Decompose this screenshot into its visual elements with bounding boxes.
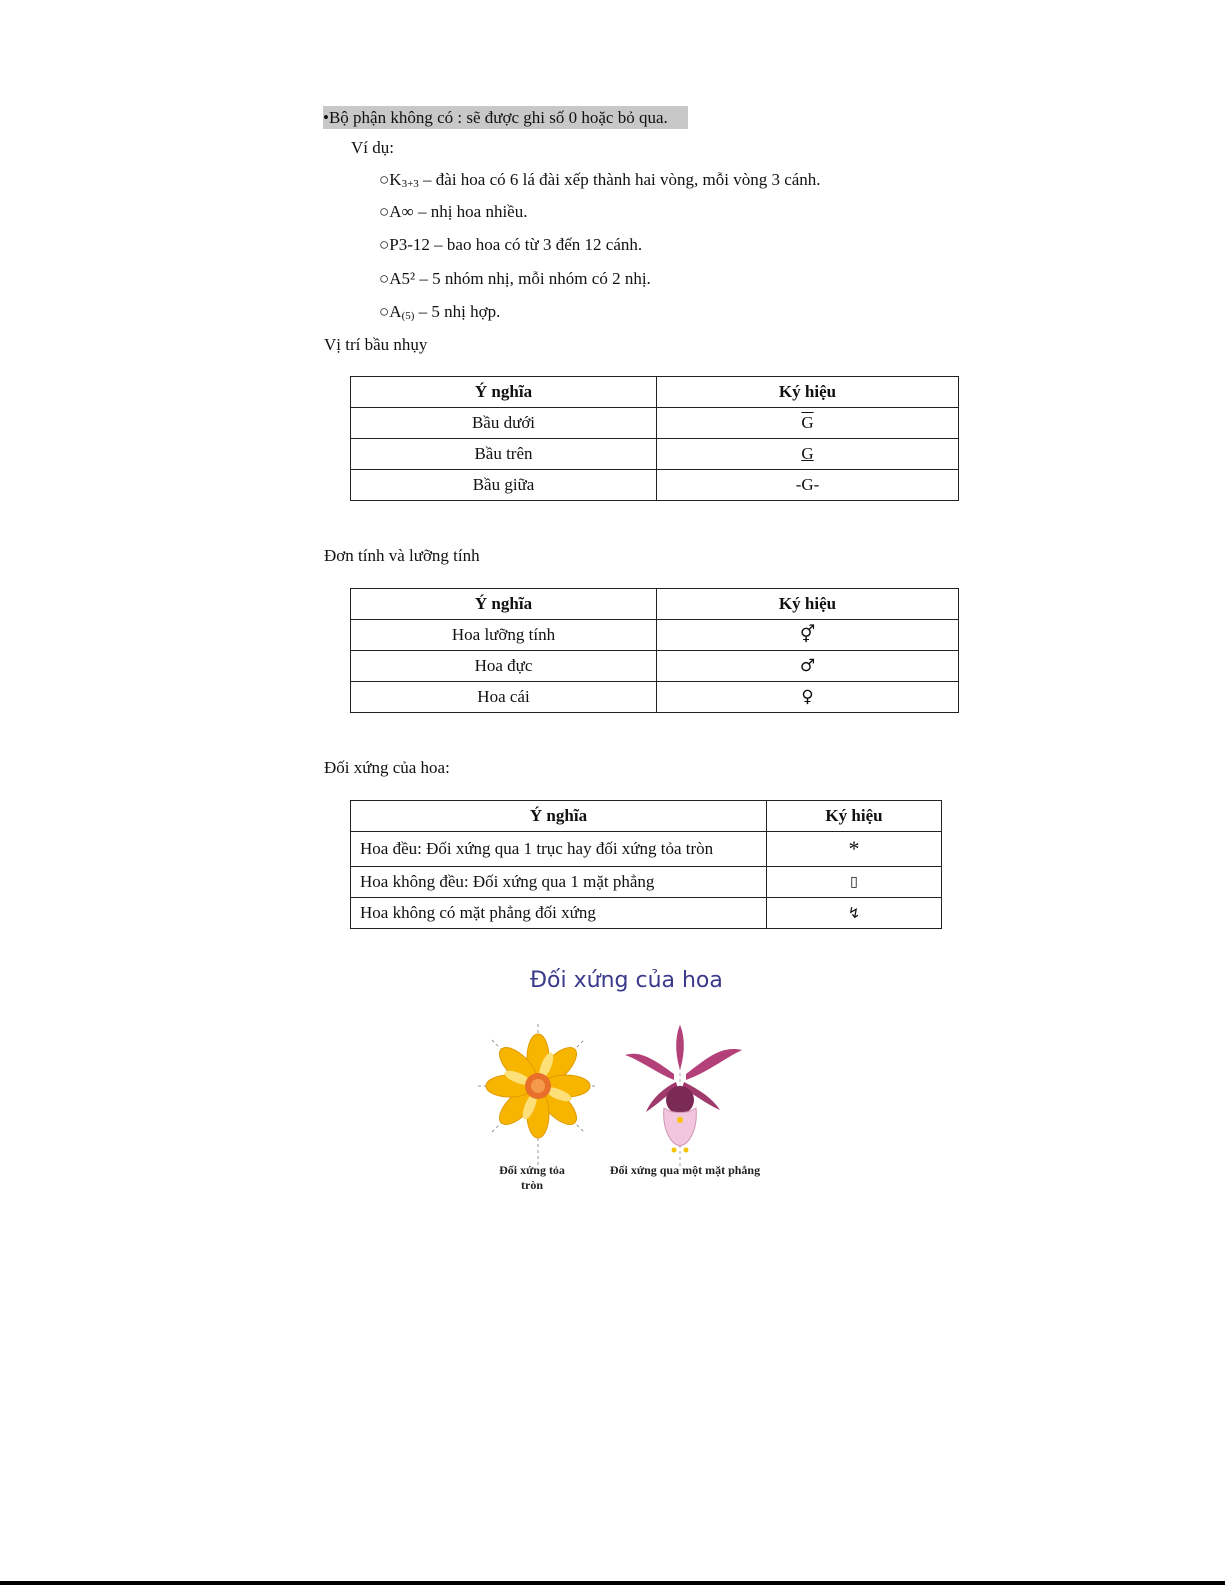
example-item: ○P3-12 – bao hoa có từ 3 đến 12 cánh. [379, 235, 643, 254]
table-row: Bầu dưới $\overline{G}$ [351, 408, 959, 439]
page-bottom-border [0, 1581, 1225, 1585]
orchid-flower-icon [625, 1025, 742, 1170]
symmetry-table [350, 800, 942, 929]
table-row: Hoa đều: Đối xứng qua 1 trục hay đối xứng tỏa tròn * [351, 832, 942, 867]
figure-title: Đối xứng của hoa [530, 968, 723, 993]
example-item: ○A∞ – nhị hoa nhiều. [379, 202, 528, 221]
table-row: Bầu trên G [351, 439, 959, 470]
example-item: ○K3+3 – đài hoa có 6 lá đài xếp thành hai vòng, mỗi vòng 3 cánh. [379, 170, 821, 190]
header-symbol: Ký hiệu [657, 589, 959, 620]
header-meaning: Ý nghĩa [351, 801, 767, 832]
header-meaning: Ý nghĩa [351, 589, 657, 620]
table-row: Hoa đực ♂ [351, 651, 959, 682]
example-heading: Ví dụ: [351, 138, 394, 157]
caption-bilateral: Đối xứng qua một mặt phẳng [609, 1163, 761, 1177]
table-header-row [351, 377, 959, 408]
table-header-row [351, 801, 942, 832]
table-header-row [351, 589, 959, 620]
sex-heading: Đơn tính và lưỡng tính [324, 546, 480, 565]
header-symbol: Ký hiệu [767, 801, 942, 832]
radial-flower-icon [478, 1024, 598, 1166]
ovary-table [350, 376, 959, 501]
table-row: Bầu giữa -G- [351, 470, 959, 501]
example-item: ○A5² – 5 nhóm nhị, mỗi nhóm có 2 nhị. [379, 269, 651, 288]
ovary-heading: Vị trí bầu nhụy [324, 335, 428, 354]
bullet-icon: • [323, 108, 329, 127]
caption-radial: Đối xứng tỏa tròn [499, 1163, 565, 1192]
symmetry-figure [470, 1020, 770, 1170]
table-row: Hoa cái ♀ [351, 682, 959, 713]
missing-part-note: •Bộ phận không có : sẽ được ghi số 0 hoặc bỏ qua. [323, 108, 688, 128]
header-meaning: Ý nghĩa [351, 377, 657, 408]
table-row: Hoa không có mặt phẳng đối xứng ↯ [351, 898, 942, 929]
symmetry-heading: Đối xứng của hoa: [324, 758, 450, 777]
sex-table [350, 588, 959, 713]
table-row: Hoa lưỡng tính ⚥ [351, 620, 959, 651]
example-item: ○A(5) – 5 nhị hợp. [379, 302, 501, 322]
header-symbol: Ký hiệu [657, 377, 959, 408]
table-row: Hoa không đều: Đối xứng qua 1 mặt phẳng ▯ [351, 867, 942, 898]
